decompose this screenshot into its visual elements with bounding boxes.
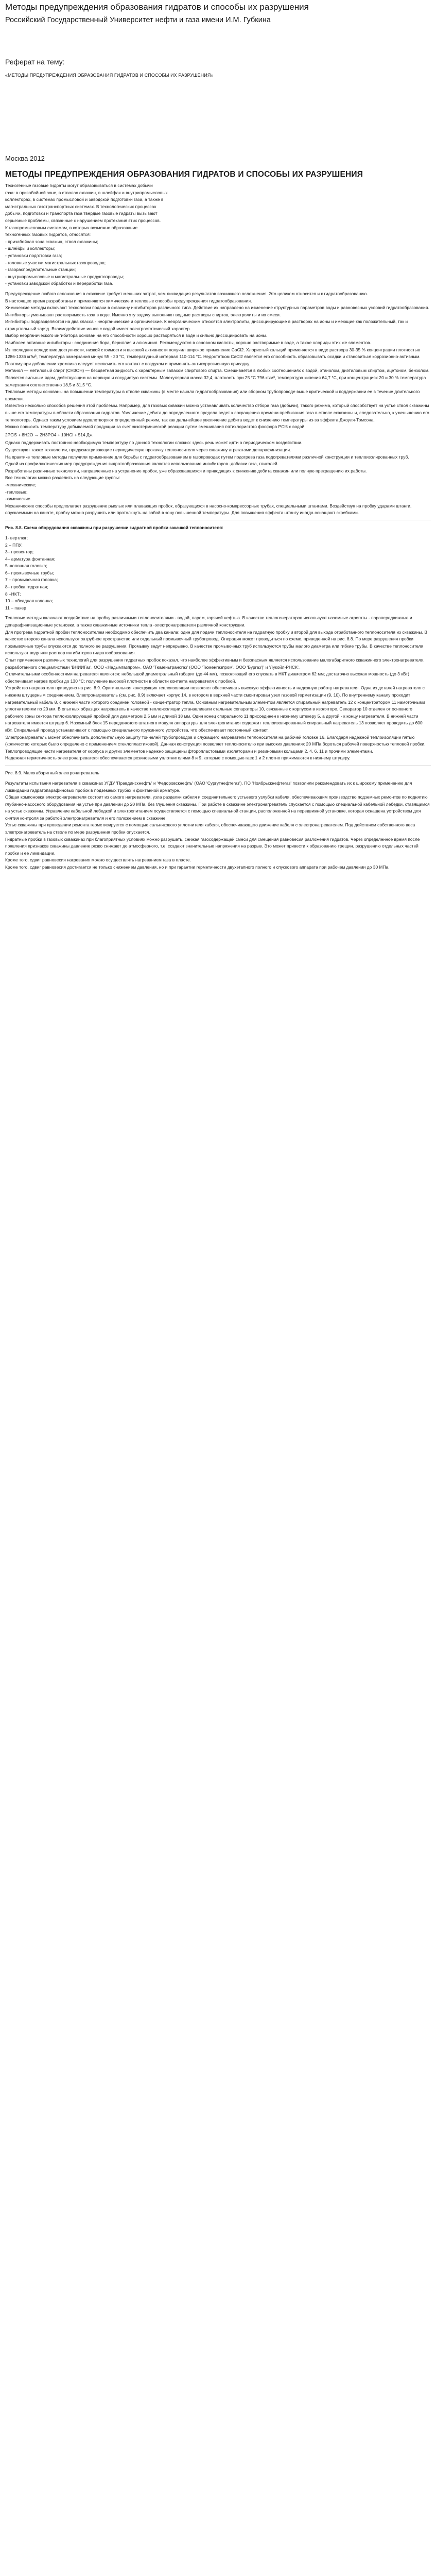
paragraph: Для прогрева гидратной пробки теплоносителем необходимо обеспечить два канала: один для подачи теплоносителя на гидратную пробку и второй для выхода отработанного теплоносителя из скважины. В качестве второго канала используют затрубное пространство или отдельный промывочный трубопровод. Операция может проводиться по схеме, приведенной на рис. 8.8. По мере разрушения пробки промывочные трубы опускаются до полного ее разрушения. Промывку ведут непрерывно. В качестве промывочных труб используются трубы малого диаметра или гибкие трубы. В качестве теплоносителя используют воду или раствор ингибиторов гидратообразования. — [5, 629, 427, 656]
paragraph: Электронагреватель может обеспечивать дополнительную защиту тоннелей трубопроводов и служащего нагреватели теплоносителя на рабочей головке 16. Благодаря надежной теплоизоляции пятью (количество которых было определено с применением стеклопластиковой). Данная конструкция позволяет теплоносителю при высоких давлениях 20 МПа бороться рабочей поверхностью тепловой пробки. — [5, 734, 426, 747]
paragraph: коллекторах, в системах промысловой и заводской подготовки газа, а также в — [5, 197, 164, 202]
paragraph: Предупреждение любого осложнения в скважине требует меньших затрат, чем ликвидация результатов возникшего осложнения. Это целиком относится и к гидратообразованию. — [5, 291, 368, 296]
paragraph: Наиболее активные ингибиторы - соединения бора, бериллия и алюминия. Рекомендуются в основном кислоты, хорошо растворимые в воде, а также хлориды этих же элементов. — [5, 340, 372, 346]
paragraph: В настоящее время разработаны и применяются химические и тепловые способы предупреждения гидратообразования. — [5, 298, 252, 303]
paragraph: Из последних вследствие доступности, низкой стоимости и высокой активности получил широкое применение CaCl2. Хлористый кальций применяется в виде раствора 30-35 % концентрации плотностью 1286-1336 кг/м³, температура замерзания минус 55 - 20 °С, температурный интервал 110-114 °С. Недостатком CaCl2 является его способность образовывать осадки и становиться коррозионно-активным. Поэтому при добавлении хромпика следует исключить его контакт с воздухом и применять антикоррозионную присадку. — [5, 347, 421, 366]
legend-item: 8– пробка гидратная; — [5, 584, 48, 590]
paragraph: Устройство нагревателя приведено на рис. 8.9. Оригинальная конструкция теплоизоляции позволяет обеспечивать высокую эффективность и надежную работу нагревателя. Одна из деталей нагревателя с нижним штуцерным соединением. Электронагреватель (см. рис. 8.9) включает корпус 14, в котором в верхней части смонтирован узел газовой герметизации (9, 10). По внутреннему каналу проходит нагревательный кабель 8, с нижней части которого соединен головной - концентратор тепла. Основным нагревательным элементом является спиральный нагреватель 12 с концентратором 11 намоточными уплотнителями по 20 мм. В опытных образцах нагреватель в качестве теплоизоляции устанавливали стальные сепараторы 10, связанные с корпусом в изоляторе. Сепаратор 10 отделен от основного рабочего зоны сектора теплоизолирующей пробкой для диаметром 2,5 мм и длиной 18 мм. Один конец спирального 11 присоединен к нижнему штекеру 5, а другой - к концу нагревателя. В нижней части нагревателя имеется штуцер 6. Наземный блок 15 передвижного штатного модуля аппаратуры для электропитания содержит теплоизолированный спиральный нагреватель 13 позволяет проводить до 600 кВт. Спиральный провод устанавливают с помощью специального пружинного устройства, что обеспечивает постоянный контакт. — [5, 685, 425, 733]
list-item: - газораспределительные станции; — [5, 267, 76, 273]
list-item: -тепловые; — [5, 489, 28, 495]
paragraph: Устье скважины при проведении ремонта герметизируется с помощью сальникового уплотнителя кабеля, обеспечивающего движение кабеля с электронагревателем. Под действием собственного веса электронагреватель на стволе по мере разрушения пробки опускается. — [5, 822, 415, 835]
paragraph: Можно повысить температуру добываемой продукции за счет экзотермической реакции путем смешивания пятихлористого фосфора PCl5 с водой: — [5, 424, 306, 430]
paragraph: Гидратные пробки в газовых скважинах при благоприятных условиях можно разрушать, снижая газосодержащей смеси для смещения равновесия разложения гидратов. Через определенное время после появления признаков скважины давление резко снижают до атмосферного, т.е. создают значительные напряжения на разрыв. Это может привести к образованию трещин, разрушению отдельных частей пробки и ее ликвидации. — [5, 836, 420, 856]
paragraph: добычи, подготовки и транспорта газа твердые газовые гидраты вызывают — [5, 211, 158, 216]
legend-item: 8 –НКТ; — [5, 591, 21, 597]
page — [0, 0, 436, 871]
paragraph: Надежная герметичность электронагревателя обеспечивается резиновыми уплотнителями 8 и 9, которые с помощью гаек 1 и 2 плотно прижимаются к нижнему штуцеру. — [5, 755, 351, 761]
main-heading: МЕТОДЫ ПРЕДУПРЕЖДЕНИЯ ОБРАЗОВАНИЯ ГИДРАТОВ И СПОСОБЫ ИХ РАЗРУШЕНИЯ — [5, 170, 363, 179]
paragraph: магистральных газотранспортных системах. В технологических процессах — [5, 204, 156, 209]
paragraph: Кроме того, сдвиг равновесия достигается не только снижением давления, но и при гарантии герметичности двухэтапного полного и спускового аппарата при рабочем давлении до 30 МПа. — [5, 865, 390, 870]
legend-item: 7 – промывочная головка; — [5, 577, 58, 583]
legend-item: 1- вертлюг; — [5, 535, 28, 540]
paragraph: Одной из профилактических мер предупреждения гидратообразования является использование ингибиторов -добавки газа, гликолей. — [5, 461, 279, 467]
paragraph: Известно несколько способов решения этой проблемы. Например, для газовых скважин можно устанавливать количество отбора газа (добычи), такого режима, который способствует на устье ствол скважины выше его температуры в области образования гидратов. Увеличение дебита до определенного предела ведет к сокращению времени пребывания газа в стволе скважины и, следовательно, к уменьшению его теплопотерь. Однако таким условием удовлетворяют определенный режим, так как дальнейшее увеличение дебита ведет к снижению температуры из-за эффекта Джоуля-Томсона. — [5, 403, 429, 422]
referat-section — [5, 58, 431, 78]
paragraph: Химические методы включают технологии подачи в скважину ингибиторов различного типа. Действие их направлено на изменение структурных параметров воды и равновесных условий гидратообразования. — [5, 305, 429, 311]
divider — [5, 765, 431, 766]
paragraph: газа: в призабойной зоне, в стволах скважин, в шлейфах и внутрипромысловых — [5, 190, 168, 195]
block-5 — [5, 780, 431, 871]
list-item: - головные участки магистральных газопроводов; — [5, 260, 106, 265]
legend-item: 11 – пакер — [5, 605, 26, 611]
legend-item: 6– промывочные трубы; — [5, 570, 54, 575]
paragraph: Отличительными особенностями нагревателя являются: небольшой диаметральный габарит (до 44 мм), позволяющий его спускать в НКТ диаметром 62 мм; достаточно высокая мощность (до 3 кВт) обеспечивает нагрев пробки до 130 °С; получение высокой плотности в области контакта нагревателя с пробкой. — [5, 671, 410, 684]
block-3 — [5, 439, 431, 517]
figure-caption: Рис. 8.8. Схема оборудования скважины при разрушении гидратной пробки закачкой теплоносителя: — [5, 524, 223, 530]
paragraph: Кроме того, сдвиг равновесия нагревания можно осуществлять нагреванием газа в пласте. — [5, 857, 191, 863]
block-4 — [5, 615, 431, 761]
block-1 — [5, 182, 431, 287]
block-2 — [5, 291, 431, 431]
legend-item: 4– арматура фонтанная; — [5, 556, 56, 562]
referat-topic: «МЕТОДЫ ПРЕДУПРЕЖДЕНИЯ ОБРАЗОВАНИЯ ГИДРАТОВ И СПОСОБЫ ИХ РАЗРУШЕНИЯ» — [5, 73, 214, 78]
reaction-formula: 2PCl5 + 8H2O → 2H3PO4 + 10HCl + 514 Дж. — [5, 432, 94, 437]
paragraph: Метанол — метиловый спирт (CH3OH) — бесцветная жидкость с характерным запахом спиртового спирта. Смешивается в любых соотношениях с водой, этанолом, диэтиловым спиртом, ацетоном, бензолом. Является сильным ядом, действующим на нервную и сосудистую системы. Молекулярная масса 32,4, плотность при 25 °С 796 кг/м³, температура кипения 64,7 °С, при концентрациях 20 и 30 % температура замерзания соответственно 18,5 и 31,5 °С. — [5, 368, 430, 387]
paragraph: Разработаны различные технологии, направленные на устранение пробок, уже образовавшихся и приводящих к снижению дебита скважин или полную прекращению их работы. — [5, 468, 367, 473]
paragraph: Тепловые методы основаны на повышении температуры в стволе скважины (в месте начала гидратообразования) или сборном трубопроводе выше критической и поддержании ее в течение длительного времени. — [5, 389, 420, 401]
paragraph: техногенных газовых гидратов, относятся: — [5, 232, 91, 238]
paragraph: Все технологии можно разделить на следующие группы: — [5, 475, 120, 481]
paragraph: Результаты испытания нагревателя в скважинах УГДУ 'Правдинскнефть' и 'Федоровскнефть' (ОАО 'Сургутнефтегаз'), ПО 'Ноябрьскнефтегаз' позволили рекомендовать их к широкому применению для ликвидации гидратопарафиновых пробок в подземных трубах и фонтанной арматуре. — [5, 780, 412, 793]
paragraph: Тепловые методы включают воздействие на пробку различными теплоносителями - водой, паром, горячей нефтью. В качестве теплогенераторов используют наземные агрегаты - паропередвижные и депарафинизационные установки, а также скважинные источники тепла -электронагреватели различной конструкции. — [5, 615, 412, 628]
paragraph: Ингибиторы уменьшают растворимость газа в воде. Именно эту задачу выполняют водные растворы спиртов, электролиты и их смеси. — [5, 312, 281, 317]
list-item: -химические. — [5, 496, 32, 502]
paragraph: К газопромысловым системам, в которых возможно образование — [5, 225, 138, 230]
body-text — [5, 179, 431, 871]
legend-item: 5 -колонная головка; — [5, 563, 47, 569]
list-item: - призабойная зона скважин, ствол скважины; — [5, 239, 98, 244]
paragraph: На практике тепловые методы получили применение для борьбы с гидратообразованием в газопроводах путем подогрева газа подогревателями различной конструкции и теплоизолированных труб. — [5, 454, 409, 460]
paragraph: Механические способы предполагает разрушение рыхлых или плавающих пробок, образующихся в насосно-компрессорных трубах, специальными штангами. Воздействуя на пробку ударами штанги, опускаемыми на канате, пробку можно разрушить или протолкнуть на забой в зону повышенной температуры. Для повышения эффекта штангу иногда оснащают скребками. — [5, 503, 412, 516]
list-item: - внутрипромысловые и магистральные продуктопроводы; — [5, 274, 125, 279]
paragraph: Опыт применения различных технологий для разрушения гидратных пробок показал, что наиболее эффективным и безопасным является использование малогабаритного скважинного электронагревателя, разработанного специалистами 'ВНИИГаз', ООО «Надымгазпром», ОАО 'Тюменьтрансгаз' (ООО 'Тюменгазпром', ООО 'Бургаз')' и 'Лукойл-РНСК'. — [5, 657, 425, 670]
paragraph: Ингибиторы подразделяются на два класса - неорганические и органические. К неорганическим относятся электролиты, диссоциирующие в растворах на ионы и имеющие как положительный, так и отрицательный заряд. Взаимодействие ионов с водой имеет электростатический характер. — [5, 319, 408, 331]
list-item: - шлейфы и коллекторы; — [5, 246, 56, 251]
legend-item: 3– превентор; — [5, 549, 34, 555]
city-year: Москва 2012 — [5, 155, 45, 162]
university-name: Российский Государственный Университет нефти и газа имени И.М. Губкина — [5, 16, 271, 24]
list-item: - установки подготовки газа; — [5, 252, 62, 258]
paragraph: Существуют также технологии, предусматривающие периодическую прокачку теплоносителя через скважину агрегатами депарафинизации. — [5, 447, 291, 452]
figure-caption: Рис. 8.9. Малогабаритный электронагреватель — [5, 770, 99, 775]
figure-legend — [5, 535, 431, 612]
list-item: - установки заводской обработки и переработки газа. — [5, 281, 113, 286]
legend-item: 2 – ППУ; — [5, 542, 23, 548]
paragraph: Выбор неорганического ингибитора основан на его способности хорошо растворяться в воде и сильно диссоциировать на ионы. — [5, 333, 268, 338]
paragraph: Теплопроводящие части нагревателя от корпуса и других элементов надежно защищены фторопластовыми изоляторами и резиновыми кольцами 2, 4, 6, 11 и прочими элементами. — [5, 748, 373, 754]
paragraph: серьезные проблемы, связанные с нарушением протекания этих процессов. — [5, 217, 161, 223]
page-title: Методы предупреждения образования гидратов и способы их разрушения — [5, 2, 309, 12]
paragraph: Техногенные газовые гидраты могут образовываться в системах добычи — [5, 183, 153, 188]
legend-item: 10 – обсадная колонна; — [5, 598, 54, 604]
paragraph: Однако поддерживать постоянно необходимую температуру по данной технологии сложно: здесь речь может идти о периодическом воздействии. — [5, 440, 303, 446]
list-item: -механические; — [5, 482, 37, 487]
referat-label: Реферат на тему: — [5, 58, 65, 66]
paragraph: Общая компоновка электронагревателя состоит из самого нагревателя, узла разделки кабеля и соединительного устьевого узлубки кабеля, обеспечивающим производство подземных ремонтов по поднятию глубинно-насосного оборудования на устье при давлении до 20 МПа, без глушения скважины. При работе в скважине электронагреватель спускается с помощью специальной кабельной лебедки, ставящимся на устье скважины. Управление кабельной лебедкой и электропитанием осуществляется с помощью специальной станции, расположенной на передвижной установке, которая оснащена устройством для снятия контроля за работой электронагревателя и его положением в скважине. — [5, 794, 430, 821]
